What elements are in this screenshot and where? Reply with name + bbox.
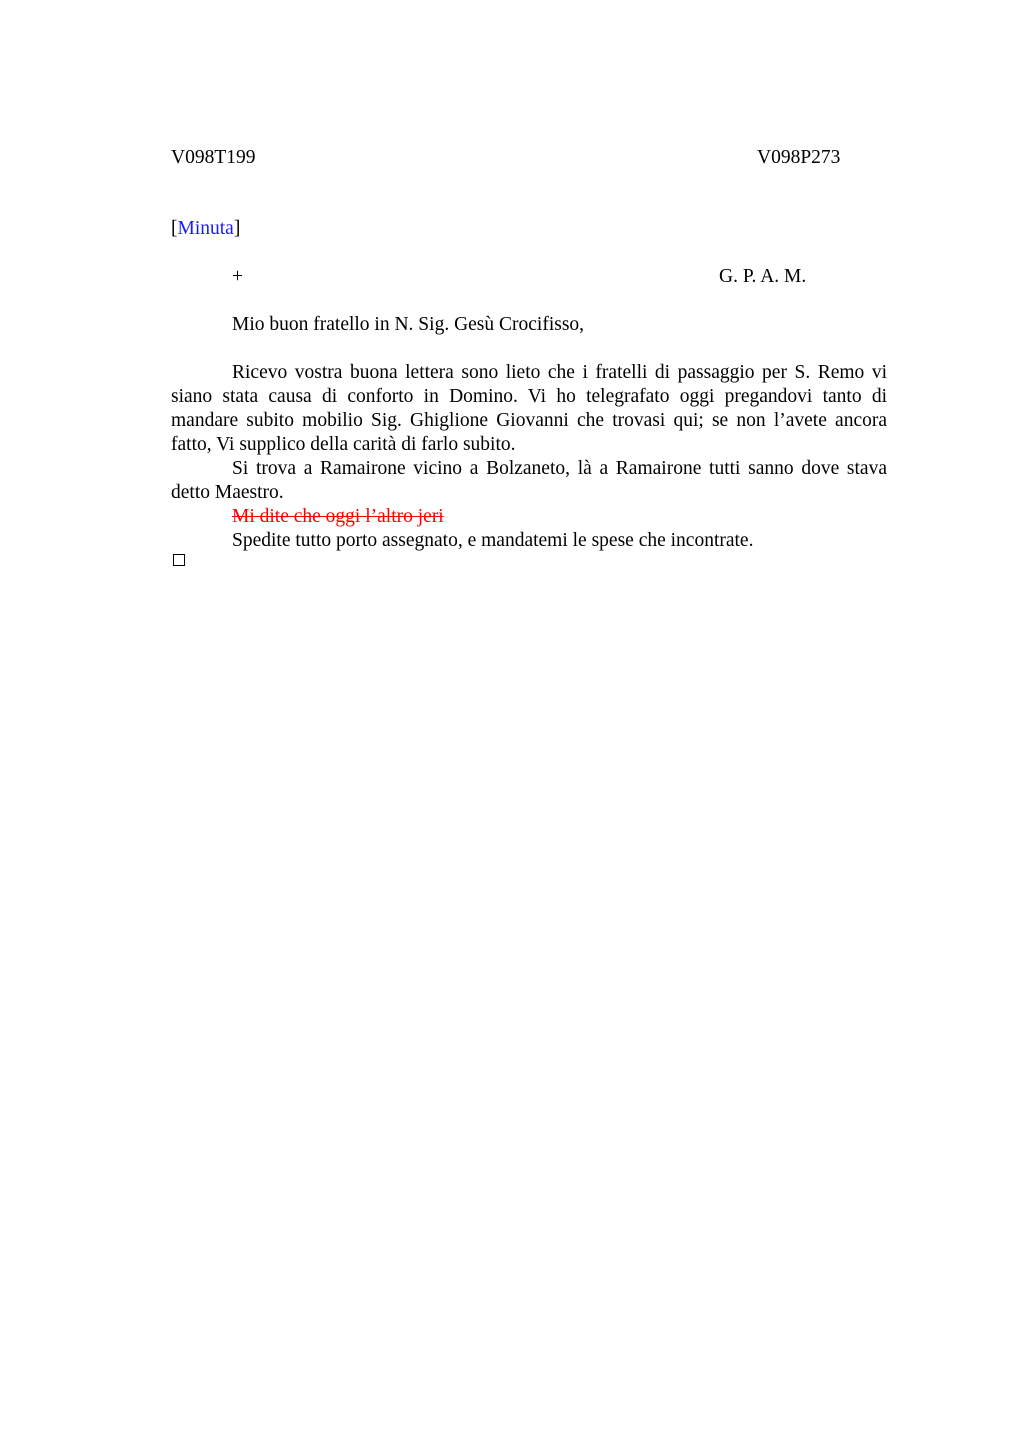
document-code-left: V098T199 [171, 147, 256, 168]
paragraph-1: Ricevo vostra buona lettera sono lieto che i fratelli di passaggio per S. Remo vi siano stata causa di conforto in Domino. Vi ho telegrafato oggi pregandovi tanto di mandare subito mobilio Sig. Ghiglione Giovanni che trovasi qui; se non l’avete ancora fatto, Vi supplico della carità di farlo subito. [171, 362, 887, 455]
cross-symbol: + [232, 266, 243, 287]
end-square-icon [173, 554, 185, 566]
minuta-label: Minuta [177, 218, 234, 239]
bracket-open: [ [171, 218, 178, 239]
document-code-right: V098P273 [757, 147, 841, 168]
salutation: Mio buon fratello in N. Sig. Gesù Crocifisso, [232, 314, 585, 335]
letter-body [171, 361, 887, 553]
paragraph-2: Si trova a Ramairone vicino a Bolzaneto, là a Ramairone tutti sanno dove stava detto Maestro. [171, 458, 887, 503]
closing-paragraph: Spedite tutto porto assegnato, e mandatemi le spese che incontrate. [232, 530, 754, 551]
struck-paragraph [171, 505, 887, 529]
struck-text: Mi dite che oggi l’altro jeri [232, 506, 444, 527]
bracket-close: ] [233, 218, 241, 239]
initials-gpam: G. P. A. M. [719, 266, 807, 287]
minuta-note [171, 217, 240, 241]
